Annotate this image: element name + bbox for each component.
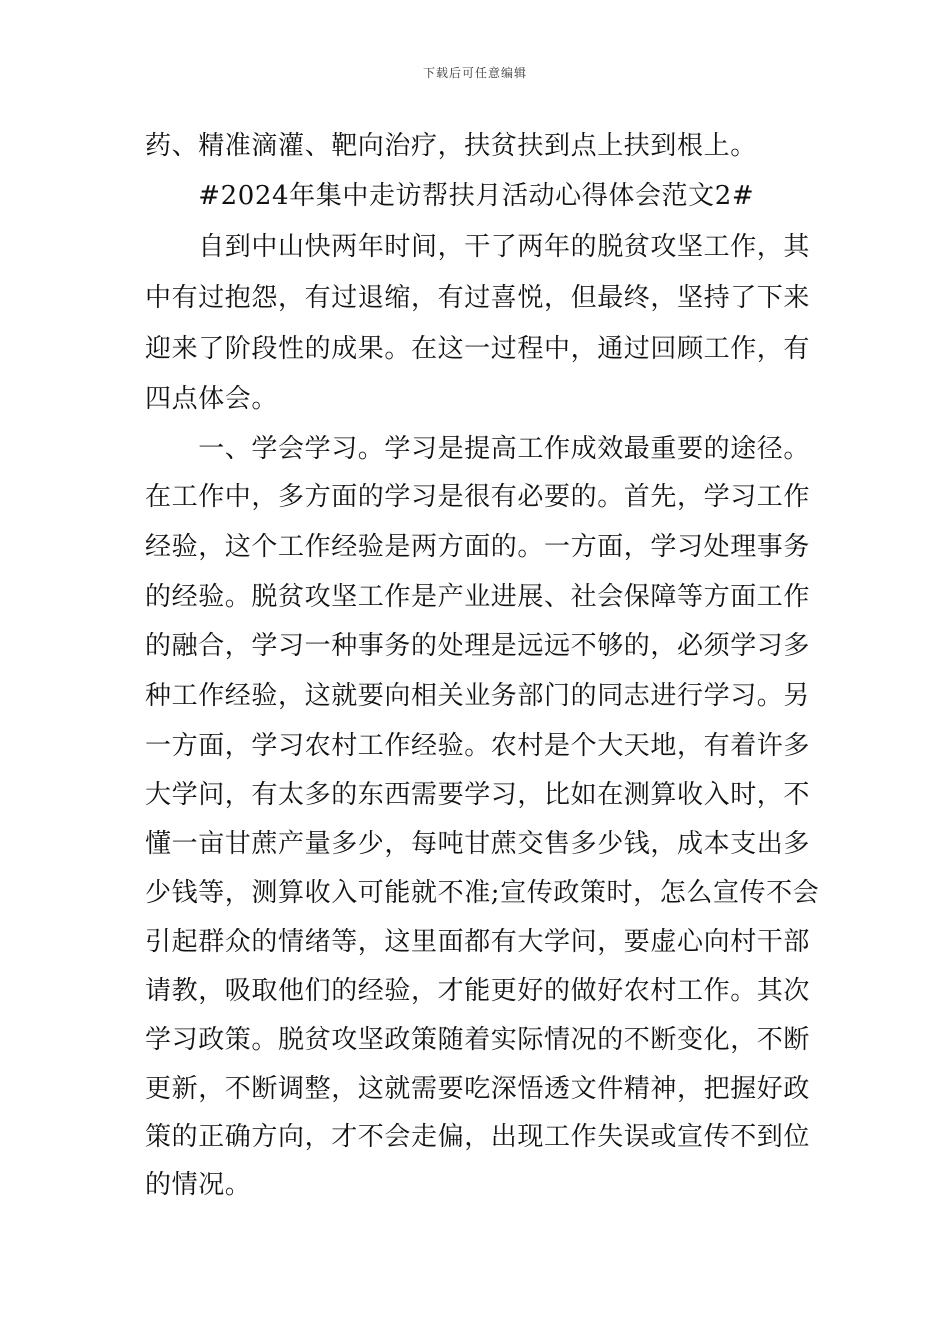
text-line: 学习政策。脱贫攻坚政策随着实际情况的不断变化，不断 [145, 1025, 811, 1055]
text-line: 自到中山快两年时间，干了两年的脱贫攻坚工作，其 [145, 232, 811, 262]
text-line: 迎来了阶段性的成果。在这一过程中，通过回顾工作，有 [145, 334, 811, 364]
text-line: 懂一亩甘蔗产量多少，每吨甘蔗交售多少钱，成本支出多 [145, 829, 811, 859]
section-heading: #2024年集中走访帮扶月活动心得体会范文2# [145, 181, 755, 211]
text-line: 请教，吸取他们的经验，才能更好的做好农村工作。其次 [145, 976, 811, 1006]
text-line: 引起群众的情绪等，这里面都有大学问，要虚心向村干部 [145, 927, 811, 957]
text-line: 种工作经验，这就要向相关业务部门的同志进行学习。另 [145, 681, 811, 711]
text-line: 一方面，学习农村工作经验。农村是个大天地，有着许多 [145, 731, 811, 761]
text-line: 大学问，有太多的东西需要学习，比如在测算收入时，不 [145, 780, 811, 810]
text-line: 的融合，学习一种事务的处理是远远不够的，必须学习多 [145, 631, 811, 661]
text-line: 药、精准滴灌、靶向治疗，扶贫扶到点上扶到根上。 [145, 131, 757, 161]
text-line: 少钱等，测算收入可能就不准;宣传政策时，怎么宣传不会 [145, 878, 820, 908]
text-line: 经验，这个工作经验是两方面的。一方面，学习处理事务 [145, 532, 811, 562]
page-header-note: 下载后可任意编辑 [422, 66, 527, 80]
text-line: 更新，不断调整，这就需要吃深悟透文件精神，把握好政 [145, 1074, 811, 1104]
text-line: 的经验。脱贫攻坚工作是产业进展、社会保障等方面工作 [145, 582, 811, 612]
text-line: 在工作中，多方面的学习是很有必要的。首先，学习工作 [145, 482, 811, 512]
text-line: 的情况。 [145, 1170, 252, 1200]
text-line: 一、学会学习。学习是提高工作成效最重要的途径。 [145, 434, 811, 464]
text-line: 中有过抱怨，有过退缩，有过喜悦，但最终，坚持了下来 [145, 283, 811, 313]
text-line: 策的正确方向，才不会走偏，出现工作失误或宣传不到位 [145, 1122, 811, 1152]
text-line: 四点体会。 [145, 384, 279, 414]
